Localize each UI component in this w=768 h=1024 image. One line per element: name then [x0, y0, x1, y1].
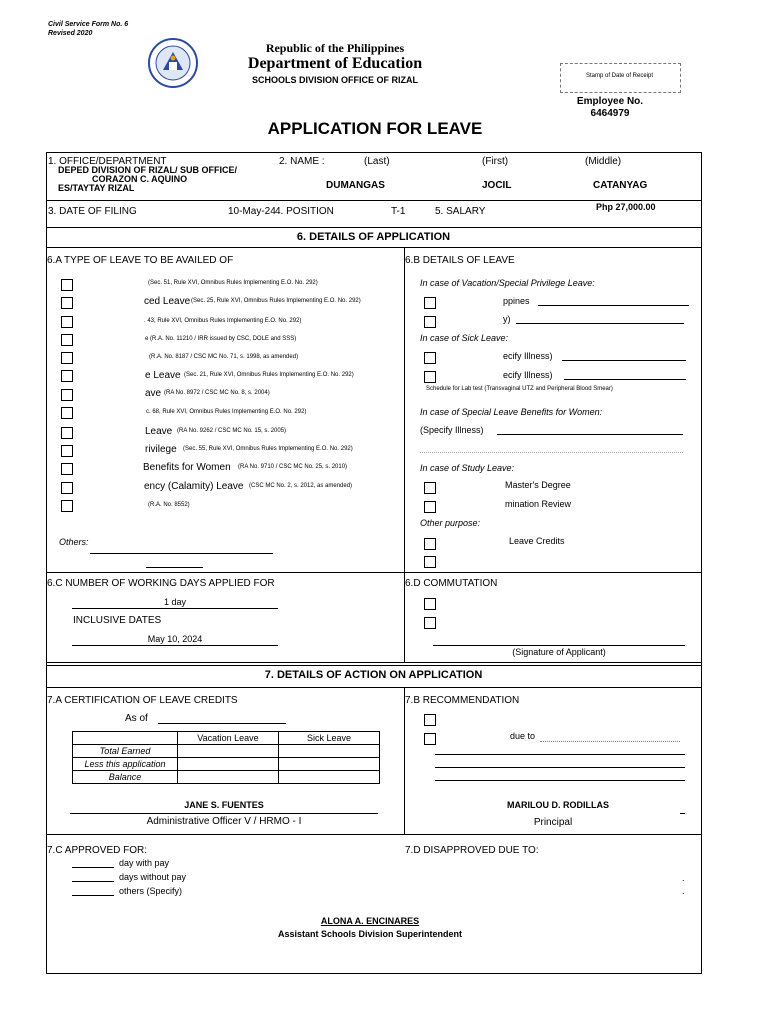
- vacation-abroad-label: y): [503, 314, 511, 324]
- inclusive-dates-line[interactable]: [72, 645, 278, 646]
- republic-label: Republic of the Philippines: [265, 41, 405, 55]
- leave-type-checkbox-13[interactable]: [61, 500, 73, 512]
- department-label: Department of Education: [247, 55, 423, 72]
- division-office-label: SCHOOLS DIVISION OFFICE OF RIZAL: [251, 75, 418, 85]
- vacation-within-line[interactable]: [538, 305, 689, 306]
- leave-type-checkbox-3[interactable]: [61, 316, 73, 328]
- form-revised: Revised 2020: [48, 30, 93, 37]
- others-line-1[interactable]: [90, 553, 273, 554]
- office-line-3: ES/TAYTAY RIZAL: [58, 183, 135, 193]
- office-line-1: DEPED DIVISION OF RIZAL/ SUB OFFICE/: [58, 165, 238, 175]
- receipt-stamp-label: Stamp of Date of Receipt: [585, 73, 654, 79]
- deped-seal-icon: [148, 38, 198, 88]
- vacation-within-checkbox[interactable]: [424, 297, 436, 309]
- asds-title: Assistant Schools Division Superintendent: [277, 929, 463, 939]
- study-bar-review-checkbox[interactable]: [424, 501, 436, 513]
- disapproved-dot-2: .: [682, 886, 685, 896]
- leave-credits-table: [72, 731, 380, 784]
- leave-type-label-7a: ave: [145, 388, 162, 399]
- leave-type-label: 6.A TYPE OF LEAVE TO BE AVAILED OF: [47, 255, 234, 266]
- disapproval-line-3[interactable]: [435, 780, 685, 781]
- commutation-label: 6.D COMMUTATION: [405, 578, 498, 589]
- leave-type-checkbox-4[interactable]: [61, 334, 73, 346]
- position-value: T-1: [391, 206, 406, 217]
- leave-type-label-6a: e Leave: [145, 370, 181, 381]
- leave-type-label-11b: (RA No. 9710 / CSC MC No. 25, s. 2010): [238, 464, 348, 470]
- as-of-line[interactable]: [158, 723, 286, 724]
- col-vacation-leave: Vacation Leave: [178, 732, 279, 745]
- applicant-signature-line[interactable]: [433, 645, 685, 646]
- sick-hospital-line[interactable]: [562, 360, 686, 361]
- employee-no-label: Employee No.: [576, 96, 644, 107]
- sick-note: Schedule for Lab test (Transvaginal UTZ and Peripheral Blood Smear): [426, 386, 613, 392]
- last-name-value: DUMANGAS: [326, 180, 385, 191]
- officer-name: JANE S. FUENTES: [184, 800, 264, 810]
- leave-type-label-1: (Sec. 51, Rule XVI, Omnibus Rules Implementing E.O. No. 292): [148, 280, 318, 286]
- leave-type-label-12a: ency (Calamity) Leave: [144, 481, 244, 492]
- disapproval-line-2[interactable]: [435, 767, 685, 768]
- row-less-application: Less this application: [73, 758, 178, 771]
- date-filing-value: 10-May-24: [228, 206, 276, 217]
- officer-signature-line[interactable]: [70, 813, 378, 814]
- leave-type-label-10a: rivilege: [145, 444, 177, 455]
- sick-total-earned-cell[interactable]: [279, 745, 380, 758]
- leave-type-checkbox-12[interactable]: [61, 482, 73, 494]
- women-illness-line-2[interactable]: [420, 452, 683, 453]
- leave-type-checkbox-6[interactable]: [61, 370, 73, 382]
- leave-type-checkbox-1[interactable]: [61, 279, 73, 291]
- others-label: Others:: [59, 537, 89, 547]
- study-case-label: In case of Study Leave:: [420, 463, 515, 473]
- due-to-label: due to: [510, 731, 536, 741]
- vacation-total-earned-cell[interactable]: [178, 745, 279, 758]
- monetization-label: Leave Credits: [509, 536, 565, 546]
- name-label: 2. NAME :: [279, 156, 325, 167]
- vacation-case-label: In case of Vacation/Special Privilege Leave:: [420, 278, 595, 288]
- due-to-line[interactable]: [540, 741, 680, 742]
- leave-type-checkbox-5[interactable]: [61, 352, 73, 364]
- others-line-2[interactable]: [146, 567, 203, 568]
- leave-type-label-12b: (CSC MC No. 2, s. 2012, as amended): [249, 483, 353, 489]
- asds-name: ALONA A. ENCINARES: [320, 916, 420, 926]
- vacation-within-label: ppines: [503, 296, 530, 306]
- certification-label: 7.A CERTIFICATION OF LEAVE CREDITS: [47, 695, 238, 706]
- leave-details-label: 6.B DETAILS OF LEAVE: [405, 255, 515, 266]
- leave-type-label-3: . 43, Rule XVI, Omnibus Rules Implementing E.O. No. 292): [144, 318, 302, 324]
- days-without-pay-line[interactable]: [72, 881, 114, 882]
- sick-outpatient-line[interactable]: [564, 379, 686, 380]
- days-with-pay-line[interactable]: [72, 867, 114, 868]
- leave-type-label-6b: (Sec. 21, Rule XVI, Omnibus Rules Implementing E.O. No. 292): [184, 372, 354, 378]
- first-name-value: JOCIL: [482, 180, 512, 191]
- leave-type-label-2b: (Sec. 25, Rule XVI, Omnibus Rules Implementing E.O. No. 292): [191, 298, 361, 304]
- as-of-label: As of: [125, 713, 148, 724]
- inclusive-dates-value: May 10, 2024: [147, 634, 203, 644]
- commutation-requested-checkbox[interactable]: [424, 617, 436, 629]
- row-balance: Balance: [73, 771, 178, 784]
- last-name-label: (Last): [364, 156, 390, 167]
- study-masters-checkbox[interactable]: [424, 482, 436, 494]
- leave-type-checkbox-7[interactable]: [61, 389, 73, 401]
- monetization-checkbox[interactable]: [424, 538, 436, 550]
- sick-hospital-checkbox[interactable]: [424, 352, 436, 364]
- women-case-label: In case of Special Leave Benefits for Women:: [420, 407, 603, 417]
- other-purpose-label: Other purpose:: [420, 518, 481, 528]
- vacation-abroad-line[interactable]: [516, 323, 684, 324]
- principal-title: Principal: [533, 817, 573, 828]
- section6-title: 6. DETAILS OF APPLICATION: [296, 231, 451, 243]
- recommend-approval-checkbox[interactable]: [424, 714, 436, 726]
- form-number: Civil Service Form No. 6: [48, 21, 129, 28]
- women-illness-line[interactable]: [497, 434, 683, 435]
- women-illness-label: (Specify Illness): [420, 425, 484, 435]
- leave-type-checkbox-11[interactable]: [61, 463, 73, 475]
- working-days-label: 6.C NUMBER OF WORKING DAYS APPLIED FOR: [47, 578, 275, 589]
- terminal-leave-checkbox[interactable]: [424, 556, 436, 568]
- sick-outpatient-label: ecify Illness): [503, 370, 553, 380]
- sick-less-cell[interactable]: [279, 758, 380, 771]
- leave-type-label-8: c. 68, Rule XVI, Omnibus Rules Implementing E.O. No. 292): [146, 409, 307, 415]
- col-sick-leave: Sick Leave: [279, 732, 380, 745]
- sick-case-label: In case of Sick Leave:: [420, 333, 509, 343]
- leave-type-checkbox-9[interactable]: [61, 427, 73, 439]
- approved-for-label: 7.C APPROVED FOR:: [47, 845, 148, 856]
- days-with-pay-label: day with pay: [119, 858, 170, 868]
- leave-type-checkbox-10[interactable]: [61, 445, 73, 457]
- disapproved-label: 7.D DISAPPROVED DUE TO:: [405, 845, 539, 856]
- recommend-disapproval-checkbox[interactable]: [424, 733, 436, 745]
- sick-hospital-label: ecify Illness): [503, 351, 553, 361]
- form-title: APPLICATION FOR LEAVE: [267, 119, 483, 138]
- recommendation-label: 7.B RECOMMENDATION: [405, 695, 520, 706]
- working-days-line[interactable]: [72, 608, 278, 609]
- working-days-value: 1 day: [163, 597, 187, 607]
- position-label: 4. POSITION: [275, 206, 334, 217]
- applicant-signature-label: (Signature of Applicant): [512, 647, 606, 657]
- office-line-2: CORAZON C. AQUINO: [92, 174, 188, 184]
- leave-type-label-10b: (Sec. 55, Rule XVI, Omnibus Rules Implementing E.O. No. 292): [183, 446, 353, 452]
- row-total-earned: Total Earned: [73, 745, 178, 758]
- days-without-pay-label: days without pay: [119, 872, 187, 882]
- sick-balance-cell[interactable]: [279, 771, 380, 784]
- others-specify-line[interactable]: [72, 895, 114, 896]
- disapproval-line-1[interactable]: [435, 754, 685, 755]
- leave-type-label-2a: ced Leave: [144, 296, 191, 307]
- middle-name-value: CATANYAG: [593, 180, 648, 191]
- salary-value: Php 27,000.00: [596, 202, 656, 212]
- disapproved-dot-1: .: [682, 873, 685, 883]
- middle-name-label: (Middle): [585, 156, 622, 167]
- office-label: 1. OFFICE/DEPARTMENT: [48, 156, 167, 167]
- leave-type-checkbox-8[interactable]: [61, 407, 73, 419]
- leave-type-label-7b: (RA No. 8972 / CSC MC No. 8, s. 2004): [164, 390, 270, 396]
- principal-signature-line[interactable]: [680, 813, 685, 814]
- leave-type-label-11a: Benefits for Women: [143, 462, 231, 473]
- employee-no-value: 6464979: [590, 108, 630, 119]
- vacation-less-cell[interactable]: [178, 758, 279, 771]
- section7-title: 7. DETAILS OF ACTION ON APPLICATION: [264, 669, 483, 681]
- leave-type-label-9b: (RA No. 9262 / CSC MC No. 15, s. 2005): [177, 428, 287, 434]
- leave-type-label-5: (R.A. No. 8187 / CSC MC No. 71, s. 1998, as amended): [149, 354, 299, 360]
- salary-label: 5. SALARY: [435, 206, 486, 217]
- others-specify-label: others (Specify): [119, 886, 183, 896]
- commutation-not-requested-checkbox[interactable]: [424, 598, 436, 610]
- study-masters-label: Master's Degree: [505, 480, 571, 490]
- vacation-balance-cell[interactable]: [178, 771, 279, 784]
- principal-name: MARILOU D. RODILLAS: [507, 800, 609, 810]
- study-bar-review-label: mination Review: [505, 499, 572, 509]
- leave-type-label-13: (R.A. No. 8552): [148, 502, 190, 508]
- date-filing-label: 3. DATE OF FILING: [48, 206, 137, 217]
- leave-type-label-9a: Leave: [145, 426, 173, 437]
- vacation-abroad-checkbox[interactable]: [424, 316, 436, 328]
- first-name-label: (First): [482, 156, 509, 167]
- leave-type-label-4: e (R.A. No. 11210 / IRR issued by CSC, DOLE and SSS): [145, 336, 297, 342]
- sick-outpatient-checkbox[interactable]: [424, 371, 436, 383]
- inclusive-dates-label: INCLUSIVE DATES: [73, 615, 162, 626]
- officer-title: Administrative Officer V / HRMO - I: [146, 816, 302, 827]
- leave-type-checkbox-2[interactable]: [61, 297, 73, 309]
